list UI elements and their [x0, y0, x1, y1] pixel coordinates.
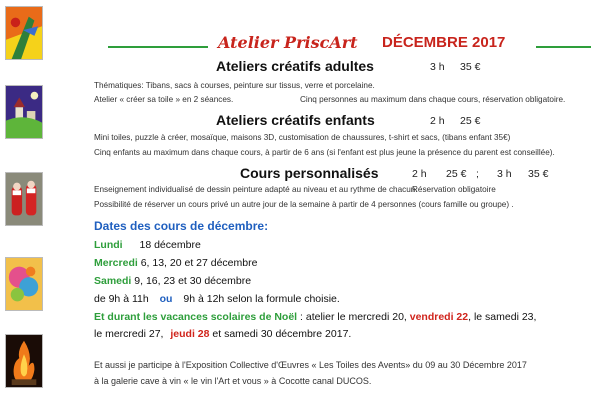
vacances-text-d: le mercredi 27,	[94, 328, 164, 340]
lundi-row	[94, 239, 201, 251]
painting-fire-icon	[5, 334, 43, 388]
painting-santas-icon	[5, 172, 43, 226]
page-title: Atelier PriscArt	[218, 33, 358, 52]
header-rule-right	[536, 46, 591, 48]
mercredi-row	[94, 257, 257, 269]
vacances-label: Et durant les vacances scolaires de Noël	[94, 311, 298, 323]
perso-price-2: 35 €	[528, 168, 549, 180]
vacances-jeudi: jeudi 28	[170, 328, 210, 340]
perso-groups: Possibilité de réserver un cours privé un autre jour de la semaine à partir de 4 personnes (cours famille ou groupe) .	[94, 200, 514, 209]
exposition-line-1: Et aussi je participe à l'Exposition Collective d'Œuvres « Les Toiles des Avents» du 09 au 30 Décembre 2017	[94, 360, 527, 370]
image-column	[0, 0, 46, 413]
perso-title: Cours personnalisés	[240, 165, 379, 181]
hours-row	[94, 293, 340, 305]
perso-description: Enseignement individualisé de dessin peinture adapté au niveau et au rythme de chacun.	[94, 185, 418, 194]
adultes-duration: 3 h	[430, 61, 445, 73]
mercredi-label: Mercredi	[94, 257, 138, 269]
samedi-row	[94, 275, 251, 287]
mercredi-value: 6, 13, 20 et 27 décembre	[140, 257, 258, 269]
adultes-price: 35 €	[460, 61, 481, 73]
vacances-row-2	[94, 328, 351, 340]
vacances-vendredi: vendredi 22	[409, 311, 469, 323]
hours-option-a: de 9h à 11h	[94, 293, 149, 305]
hours-option-b: 9h à 12h selon la formule choisie.	[183, 293, 340, 305]
adultes-toile: Atelier « créer sa toile » en 2 séances.	[94, 95, 234, 104]
adultes-title: Ateliers créatifs adultes	[216, 58, 374, 74]
perso-duration-2: 3 h	[497, 168, 512, 180]
enfants-title: Ateliers créatifs enfants	[216, 112, 375, 128]
perso-duration-1: 2 h	[412, 168, 427, 180]
samedi-value: 9, 16, 23 et 30 décembre	[134, 275, 252, 287]
dates-heading: Dates des cours de décembre:	[94, 219, 269, 233]
adultes-reservation: Cinq personnes au maximum dans chaque cours, réservation obligatoire.	[300, 95, 566, 104]
vacances-text-f: et samedi 30 décembre 2017.	[212, 328, 352, 340]
vacances-row-1	[94, 311, 536, 323]
perso-separator: ;	[476, 168, 479, 180]
painting-colorful-icon	[5, 257, 43, 311]
perso-reservation: Réservation obligatoire	[412, 185, 496, 194]
enfants-price: 25 €	[460, 115, 481, 127]
samedi-label: Samedi	[94, 275, 132, 287]
vacances-text-a: : atelier le mercredi 20,	[300, 311, 407, 323]
month-label: DÉCEMBRE 2017	[382, 34, 506, 51]
exposition-line-2: à la galerie cave à vin « le vin l'Art et vous » à Cocotte canal DUCOS.	[94, 376, 372, 386]
hours-or: ou	[159, 293, 173, 305]
header-rule-left	[108, 46, 208, 48]
painting-birds-icon	[5, 6, 43, 60]
lundi-label: Lundi	[94, 239, 123, 251]
perso-price-1: 25 €	[446, 168, 467, 180]
enfants-conditions: Cinq enfants au maximum dans chaque cours, à partir de 6 ans (si l'enfant est plus jeune la présence du parent est conseillée).	[94, 148, 555, 157]
enfants-duration: 2 h	[430, 115, 445, 127]
enfants-activities: Mini toiles, puzzle à créer, mosaïque, maisons 3D, customisation de chaussures, t-shirt et sacs, (tibans enfant 35€)	[94, 133, 511, 142]
adultes-themes: Thématiques: Tibans, sacs à courses, peinture sur tissus, verre et porcelaine.	[94, 81, 375, 90]
lundi-value: 18 décembre	[139, 239, 201, 251]
painting-village-icon	[5, 85, 43, 139]
vacances-text-c: , le samedi 23,	[468, 311, 537, 323]
